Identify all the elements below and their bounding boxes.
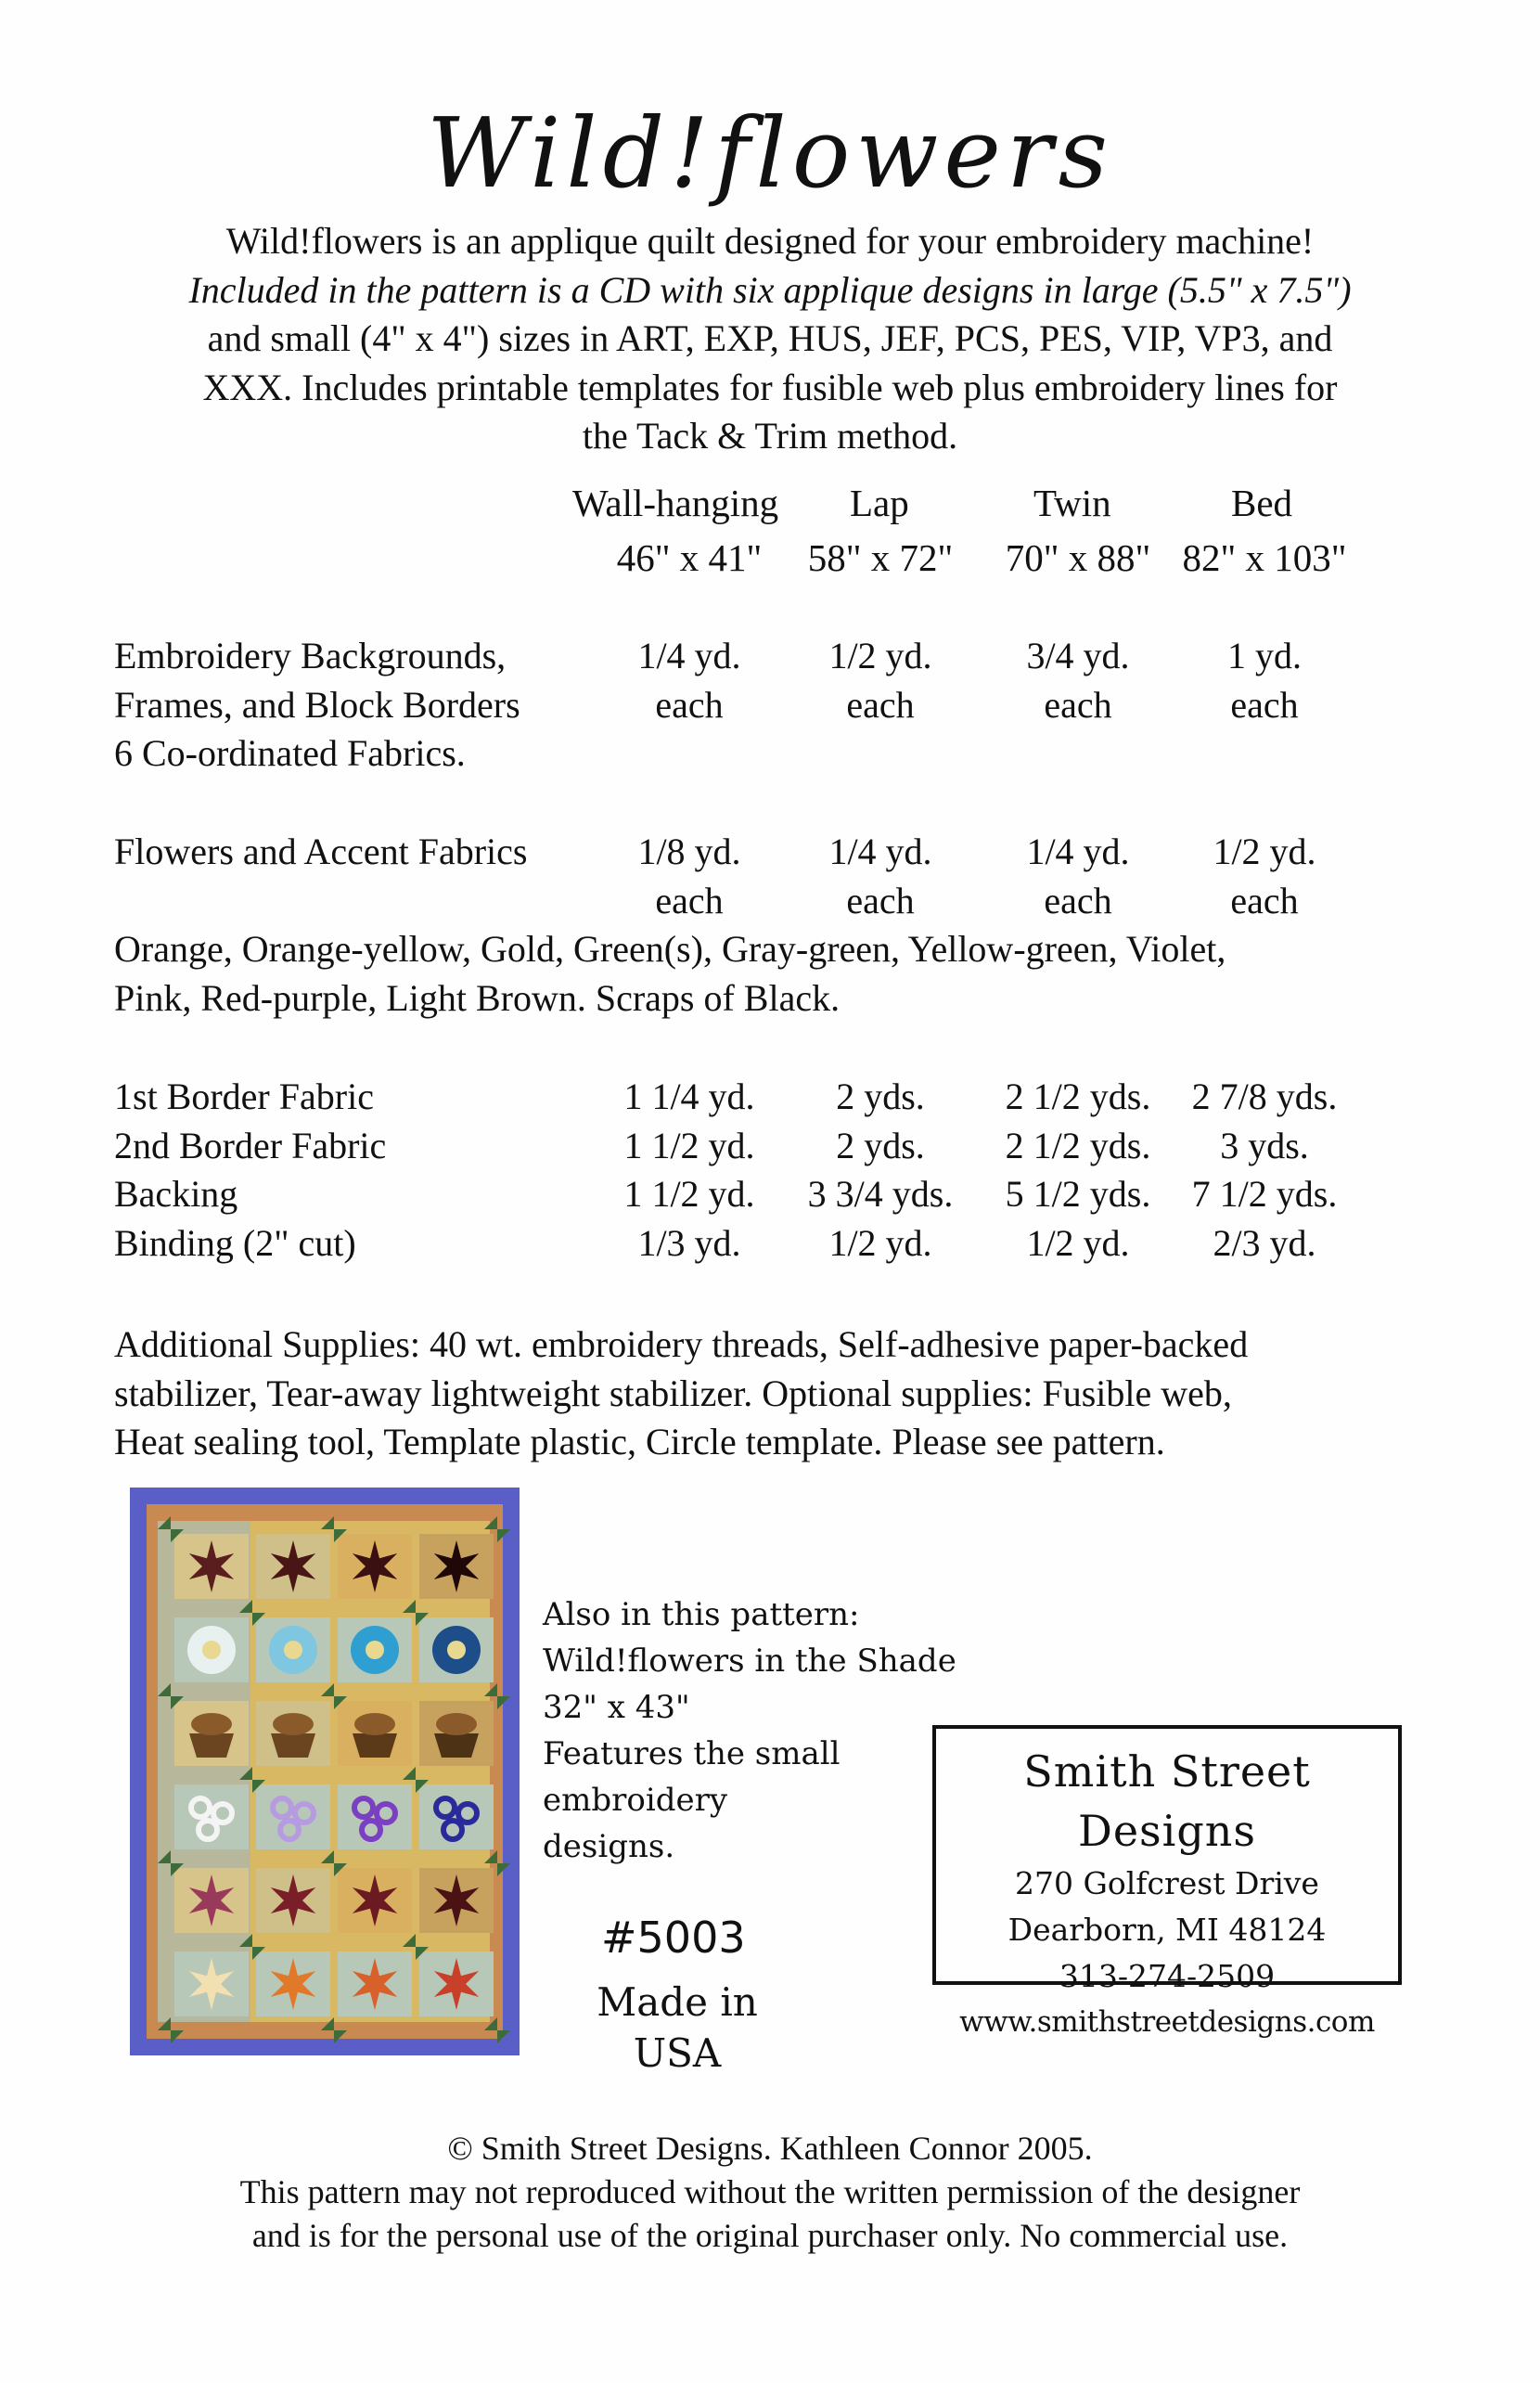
amount-cell: 3 3/4 yds. [807, 1173, 954, 1215]
amount-cell [985, 632, 1171, 729]
supplies-line: stabilizer, Tear-away lightweight stabilizer. Optional supplies: Fusible web, [114, 1372, 1232, 1414]
column-header-bed: Bed [1231, 482, 1293, 524]
row-label-flowers: Flowers and Accent Fabrics [114, 831, 528, 872]
amount: 1/2 yd. [1213, 831, 1316, 872]
company-phone: 313-274-2509 [1059, 1958, 1276, 1994]
made-in-usa [557, 1977, 798, 2079]
column-size: 46" x 41" [616, 536, 763, 579]
amount-cell: 3 yds. [1220, 1124, 1309, 1166]
amount-cell: 2 yds. [836, 1124, 925, 1166]
quilt-illustration [130, 1488, 520, 2055]
company-info-box [932, 1725, 1402, 2039]
amount-cell [985, 828, 1171, 925]
quilt-basket-top [436, 1713, 477, 1735]
column-header-twin: Twin [1033, 482, 1111, 524]
also-line: embroidery [543, 1782, 728, 1819]
made-in-line: USA [633, 2030, 722, 2076]
amount-cell [788, 828, 973, 925]
row-label: Binding (2" cut) [114, 1221, 356, 1264]
unit-note: each [655, 683, 724, 726]
column-header-wall-hanging: Wall-hanging [572, 482, 779, 524]
row-label: 1st Border Fabric [114, 1076, 374, 1117]
amount-cell: 1 1/2 yd. [623, 1124, 755, 1166]
also-line: Features the small [543, 1735, 841, 1772]
unit-note: each [655, 879, 724, 921]
amount-cell: 2/3 yd. [1213, 1221, 1316, 1264]
amount-cell: 2 1/2 yds. [1005, 1076, 1151, 1117]
column-header-lap: Lap [850, 482, 909, 524]
quilt-flower-center [447, 1641, 466, 1659]
footer-line: and is for the personal use of the original purchaser only. No commercial use. [251, 2217, 1289, 2254]
amount-cell [597, 828, 782, 925]
company-address-line2: Dearborn, MI 48124 [1007, 1912, 1327, 1948]
amount-cell [788, 632, 973, 729]
amount: 3/4 yd. [1026, 635, 1130, 676]
label-line: Frames, and Block Borders [114, 683, 520, 726]
quilt-photo [130, 1488, 520, 2055]
amount-cell: 2 7/8 yds. [1191, 1076, 1338, 1117]
amount-cell [1172, 632, 1357, 729]
amount-cell: 2 yds. [836, 1076, 925, 1117]
unit-note: each [1044, 683, 1112, 726]
also-in-pattern [543, 1591, 956, 1870]
column-size: 82" x 103" [1182, 536, 1347, 579]
row-label: 2nd Border Fabric [114, 1124, 387, 1166]
also-line: designs. [543, 1828, 675, 1865]
page-title: Wild!flowers [427, 97, 1113, 210]
quilt-basket-top [273, 1713, 314, 1735]
company-address-line1: 270 Golfcrest Drive [1015, 1865, 1319, 1901]
amount-cell: 1/2 yd. [828, 1221, 932, 1264]
amount: 1/4 yd. [1026, 831, 1130, 872]
unit-note: each [1230, 683, 1299, 726]
pattern-number: #5003 [601, 1913, 746, 1963]
amount: 1 yd. [1227, 635, 1302, 676]
amount-cell [597, 632, 782, 729]
quilt-basket [189, 1733, 234, 1758]
intro-line: XXX. Includes printable templates for fusible web plus embroidery lines for [202, 366, 1338, 408]
supplies-line: Heat sealing tool, Template plastic, Circle template. Please see pattern. [114, 1421, 1165, 1462]
intro-paragraph [121, 217, 1419, 461]
footer-line: This pattern may not reproduced without the written permission of the designer [239, 2173, 1301, 2210]
supplies-line: Additional Supplies: 40 wt. embroidery threads, Self-adhesive paper-backed [114, 1323, 1249, 1365]
amount: 1/4 yd. [637, 635, 741, 676]
label-line: Embroidery Backgrounds, [114, 635, 507, 676]
intro-line: Wild!flowers is an applique quilt designed for your embroidery machine! [225, 220, 1315, 262]
quilt-flower-center [202, 1641, 221, 1659]
amount-cell: 5 1/2 yds. [1005, 1173, 1151, 1215]
amount-cell: 1/2 yd. [1026, 1221, 1130, 1264]
amount: 1/8 yd. [637, 831, 741, 872]
unit-note: each [846, 683, 915, 726]
copyright-footer [0, 2127, 1540, 2258]
also-line: 32" x 43" [543, 1689, 690, 1726]
copyright-line: © Smith Street Designs. Kathleen Connor 2005. [447, 2130, 1093, 2167]
amount-cell [1172, 828, 1357, 925]
column-size: 58" x 72" [807, 536, 954, 579]
colors-line: Pink, Red-purple, Light Brown. Scraps of Black. [114, 976, 841, 1019]
quilt-basket-top [191, 1713, 232, 1735]
row-label: Backing [114, 1173, 238, 1215]
amount-cell: 2 1/2 yds. [1005, 1124, 1151, 1166]
row-label-backgrounds [114, 632, 520, 779]
quilt-basket [353, 1733, 397, 1758]
colors-line: Orange, Orange-yellow, Gold, Green(s), Gray-green, Yellow-green, Violet, [114, 928, 1226, 970]
amount-cell: 1 1/4 yd. [623, 1076, 755, 1117]
company-name: Smith Street Designs [1023, 1746, 1311, 1856]
also-line: Also in this pattern: [543, 1596, 860, 1633]
flower-colors-list [114, 925, 1450, 1023]
intro-line: Included in the pattern is a CD with six applique designs in large (5.5" x 7.5") [188, 268, 1352, 311]
column-size: 70" x 88" [1005, 536, 1151, 579]
intro-line: and small (4" x 4") sizes in ART, EXP, HUS, JEF, PCS, PES, VIP, VP3, and [207, 317, 1333, 359]
quilt-flower-center [284, 1641, 302, 1659]
made-in-line: Made in [597, 1979, 758, 2025]
label-line: 6 Co-ordinated Fabrics. [114, 732, 466, 774]
quilt-basket [434, 1733, 479, 1758]
amount-cell: 1/3 yd. [637, 1221, 741, 1264]
amount-cell: 1 1/2 yd. [623, 1173, 755, 1215]
intro-line: the Tack & Trim method. [582, 415, 958, 457]
amount: 1/4 yd. [828, 831, 932, 872]
quilt-flower-center [366, 1641, 384, 1659]
company-website-link[interactable]: www.smithstreetdesigns.com [959, 2005, 1375, 2039]
also-line: Wild!flowers in the Shade [543, 1642, 956, 1680]
unit-note: each [1230, 879, 1299, 921]
unit-note: each [1044, 879, 1112, 921]
unit-note: each [846, 879, 915, 921]
amount: 1/2 yd. [828, 635, 932, 676]
supplies-paragraph [114, 1320, 1450, 1467]
quilt-basket [271, 1733, 315, 1758]
quilt-basket-top [354, 1713, 395, 1735]
amount-cell: 7 1/2 yds. [1191, 1173, 1338, 1215]
